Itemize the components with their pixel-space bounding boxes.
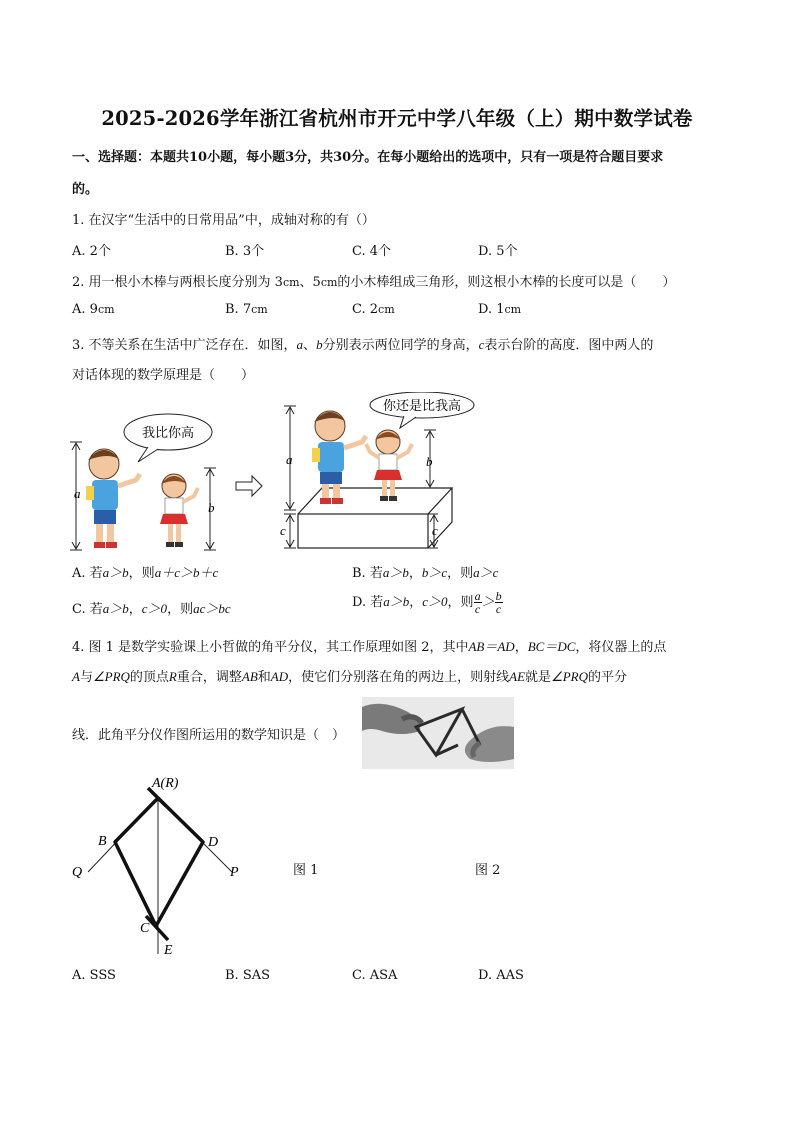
label-c-box: c (432, 523, 438, 538)
label-c: C (140, 921, 150, 936)
q3-option-b-sep: ， (408, 566, 422, 581)
angle-bisector-photo (362, 697, 514, 769)
question-4-stem-line3: 线．此角平分仪作图所运用的数学知识是（ ） (72, 728, 346, 743)
q2-option-c (352, 302, 395, 317)
q4-point-a: A (72, 669, 80, 684)
q3-var-b: b (316, 337, 323, 352)
q3-option-c-result: ac＞bc (193, 601, 231, 616)
q3-option-d-cond2: c＞0 (422, 594, 448, 609)
speech-bubble-right (370, 392, 474, 428)
bubble-right-text: 你还是比我高 (382, 399, 462, 414)
q3-option-c (72, 598, 231, 617)
q1-option-b: B. 3个 (225, 244, 265, 259)
q3-option-c-sep: ， (128, 602, 142, 617)
q3-option-a-cond: a＞b (102, 565, 129, 580)
q3-sep: 、 (303, 338, 317, 353)
q4-kite-diagram (66, 768, 266, 960)
question-4-stem-line2 (72, 666, 627, 685)
q3-option-c-mid: ，则 (167, 602, 194, 617)
q3-option-c-cond2: c＞0 (141, 601, 168, 616)
q3-option-d-cond1: a＞b (383, 594, 410, 609)
bubble-left-text: 我比你高 (141, 426, 195, 441)
q3-text-2: 分别表示两位同学的身高， (322, 338, 479, 353)
step-box (298, 488, 452, 548)
q3-option-d-mid: ，则 (447, 595, 474, 610)
q2-option-b-unit: cm (251, 303, 268, 316)
question-3-stem-cont: 对话体现的数学原理是（ ） (72, 368, 255, 383)
figure-1-caption: 图 1 (293, 863, 319, 878)
label-c-right: c (280, 523, 286, 538)
girl-illustration-left (160, 474, 198, 547)
q4-text-3: 与 (79, 670, 93, 685)
label-b-left: b (208, 500, 215, 515)
frac2-numerator: b (495, 589, 502, 603)
q2-option-d-text: D. 1 (478, 302, 505, 317)
section-heading-cont: 的。 (72, 182, 99, 197)
q3-var-a: a (296, 337, 304, 352)
q4-option-b: B. SAS (225, 968, 271, 983)
q3-option-b-cond2: b＞c (421, 565, 448, 580)
boy-illustration-left (86, 449, 140, 548)
label-e: E (164, 943, 173, 958)
q3-option-b-mid: ，则 (447, 566, 474, 581)
q3-text-1: 3. 不等关系在生活中广泛存在．如图， (72, 338, 297, 353)
question-4-stem (72, 636, 666, 655)
q2-option-a (72, 302, 115, 317)
q4-eq-bc-dc: BC＝DC (527, 639, 576, 654)
q3-option-c-cond1: a＞b (102, 601, 129, 616)
q2-option-a-unit: cm (97, 303, 115, 316)
q4-option-d: D. AAS (478, 968, 524, 983)
q3-option-b-result: a＞c (473, 565, 499, 580)
frac1-denominator: c (474, 602, 481, 616)
q1-option-c: C. 4个 (352, 244, 392, 259)
q3-var-c: c (478, 337, 485, 352)
height-c-right (284, 514, 296, 548)
q4-option-a: A. SSS (72, 968, 116, 983)
label-b-right: b (426, 454, 433, 469)
question-2-stem (72, 271, 675, 290)
q4-text-1: 4. 图 1 是数学实验课上小哲做的角平分仪，其工作原理如图 2，其中 (72, 640, 469, 655)
figure-2-caption: 图 2 (475, 863, 501, 878)
q2-option-c-unit: cm (378, 303, 395, 316)
q4-text-7: ，使它们分别落在角的两边上，则射线 (288, 670, 510, 685)
q4-seg-ab: AB (241, 669, 258, 684)
q4-text-8: 就是 (525, 670, 552, 685)
q2-option-b (225, 302, 268, 317)
q4-angle-prq: ∠PRQ (92, 669, 130, 684)
frac2-denominator: c (495, 602, 502, 616)
frac1-numerator: a (474, 589, 481, 603)
label-b: B (98, 834, 107, 849)
page-title: 2025-2026学年浙江省杭州市开元中学八年级（上）期中数学试卷 (101, 107, 693, 130)
speech-bubble-left (124, 414, 212, 462)
girl-illustration-right (366, 430, 412, 501)
q2-option-c-text: C. 2 (352, 302, 379, 317)
q4-text-9: 的平分 (588, 670, 628, 685)
q2-option-d-unit: cm (504, 303, 522, 316)
q2-unit-2: cm (320, 276, 338, 289)
q2-stem-part1: 2. 用一根小木棒与两根长度分别为 3 (72, 275, 283, 290)
q4-seg-ad: AD (270, 669, 289, 684)
q4-text-5: 重合，调整 (176, 670, 242, 685)
q4-ray-ae: AE (509, 669, 526, 684)
label-a-left: a (74, 486, 81, 501)
question-1-stem: 1. 在汉字“生活中的日常用品”中，成轴对称的有（） (72, 213, 375, 228)
q2-unit-1: cm (282, 276, 300, 289)
q4-text-4: 的顶点 (129, 670, 169, 685)
q3-option-a-result: a＋c＞b＋c (154, 565, 219, 580)
section-heading: 一、选择题：本题共10小题，每小题3分，共30分。在每小题给出的选项中，只有一项是符合题目要求 (72, 150, 664, 165)
q3-option-d-sep: ， (409, 595, 423, 610)
q4-text-6: 和 (257, 670, 271, 685)
q3-option-d-prefix: D. 若 (352, 595, 384, 610)
q4-angle-prq-2: ∠PRQ (551, 669, 588, 684)
q1-option-a: A. 2个 (72, 244, 111, 259)
q1-option-d: D. 5个 (478, 244, 518, 259)
q3-text-3: 表示台阶的高度．图中两人的 (484, 338, 654, 353)
q4-comma: ， (514, 640, 528, 655)
q2-option-b-text: B. 7 (225, 302, 252, 317)
q2-stem-part2: 、5 (299, 275, 321, 290)
q3-option-a-mid: ，则 (128, 566, 155, 581)
question-3-stem (72, 334, 653, 353)
q3-option-d (352, 590, 503, 615)
q3-option-b-cond1: a＞b (382, 565, 409, 580)
label-a-right: a (286, 452, 293, 467)
q4-option-c: C. ASA (352, 968, 398, 983)
q3-option-d-gt: ＞ (481, 594, 495, 609)
q4-text-2: ，将仪器上的点 (575, 640, 667, 655)
kite-outline (115, 798, 203, 926)
label-q: Q (72, 865, 83, 880)
q4-eq-ab-ad: AB＝AD (468, 639, 515, 654)
q3-option-b-prefix: B. 若 (352, 566, 383, 581)
q2-option-d (478, 302, 521, 317)
label-d: D (208, 835, 219, 850)
label-a-r: A(R) (152, 776, 179, 791)
q4-point-r: R (168, 669, 177, 684)
q2-option-a-text: A. 9 (72, 302, 98, 317)
right-arrow-icon (236, 476, 262, 496)
q3-option-b (352, 562, 498, 581)
q3-option-c-prefix: C. 若 (72, 602, 103, 617)
q3-option-a-prefix: A. 若 (72, 566, 103, 581)
q2-stem-part3: 的小木棒组成三角形，则这根小木棒的长度可以是（ ） (337, 275, 676, 290)
label-p: P (230, 865, 239, 880)
q3-option-d-frac-2 (495, 590, 503, 615)
q3-option-d-frac-1 (474, 590, 482, 615)
q3-figure (66, 392, 486, 554)
q3-option-a (72, 562, 218, 581)
